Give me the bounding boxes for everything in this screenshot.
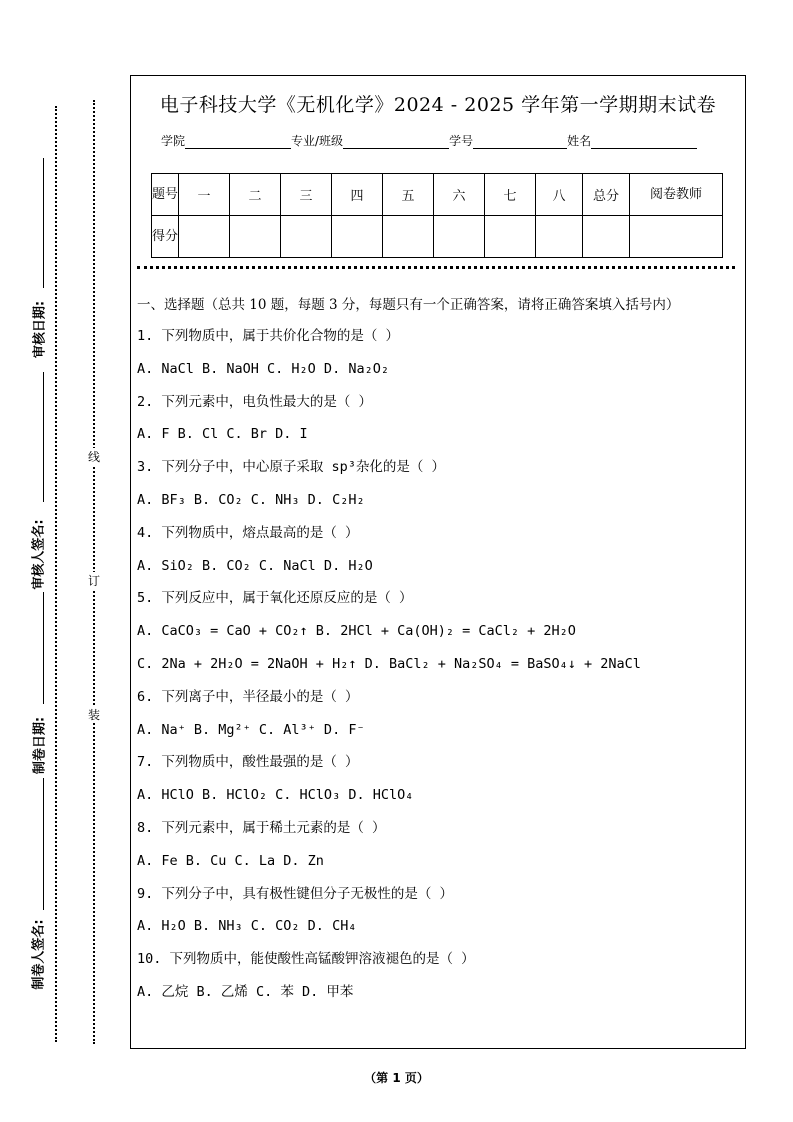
score-header-cell: 四 <box>332 174 383 216</box>
score-cell[interactable] <box>179 216 230 258</box>
exam-frame <box>130 75 746 1049</box>
major-field[interactable] <box>343 135 449 149</box>
exam-title: 电子科技大学《无机化学》2024 - 2025 学年第一学期期末试卷 <box>159 94 717 116</box>
maker-sign-line <box>43 778 44 910</box>
make-date-line <box>43 592 44 704</box>
reviewer-sign-line <box>43 372 44 502</box>
score-cell[interactable] <box>434 216 485 258</box>
score-cell[interactable] <box>332 216 383 258</box>
section-heading: 一、选择题（总共 10 题，每题 3 分，每题只有一个正确答案，请将正确答案填入括号内） <box>137 297 680 313</box>
question-text: 7. 下列物质中，酸性最强的是（ ） <box>137 754 359 771</box>
make-date-label: 制卷日期: <box>32 716 48 775</box>
question-options: A. SiO₂ B. CO₂ C. NaCl D. H₂O <box>137 557 373 574</box>
question-text: 6. 下列离子中，半径最小的是（ ） <box>137 688 359 705</box>
score-header-cell: 八 <box>536 174 583 216</box>
score-cell[interactable] <box>630 216 723 258</box>
question-text: 3. 下列分子中，中心原子采取 sp³杂化的是（ ） <box>137 459 446 476</box>
score-header-cell: 二 <box>230 174 281 216</box>
student-id-field[interactable] <box>473 135 567 149</box>
question-options: C. 2Na + 2H₂O = 2NaOH + H₂↑ D. BaCl₂ + Na₂SO₄ = BaSO₄↓ + 2NaCl <box>137 655 641 672</box>
question-options: A. 乙烷 B. 乙烯 C. 苯 D. 甲苯 <box>137 983 354 1000</box>
score-cell[interactable] <box>383 216 434 258</box>
name-label: 姓名 <box>567 134 592 148</box>
score-cell[interactable] <box>485 216 536 258</box>
question-options: A. CaCO₃ = CaO + CO₂↑ B. 2HCl + Ca(OH)₂ = CaCl₂ + 2H₂O <box>137 623 576 640</box>
bind-char-bind: 装 <box>85 706 103 723</box>
questions-area <box>137 294 737 1015</box>
question-options: A. BF₃ B. CO₂ C. NH₃ D. C₂H₂ <box>137 491 365 508</box>
score-header-cell: 七 <box>485 174 536 216</box>
question-options: A. H₂O B. NH₃ C. CO₂ D. CH₄ <box>137 918 357 935</box>
bind-char-staple: 订 <box>85 572 103 589</box>
score-header-cell: 题号 <box>152 174 179 216</box>
score-cell[interactable] <box>583 216 630 258</box>
score-row-label: 得分 <box>152 216 179 258</box>
score-cell[interactable] <box>536 216 583 258</box>
review-date-line <box>43 158 44 288</box>
major-label: 专业/班级 <box>291 134 344 148</box>
score-header-cell: 一 <box>179 174 230 216</box>
score-header-cell: 总分 <box>583 174 630 216</box>
score-header-cell: 五 <box>383 174 434 216</box>
question-options: A. NaCl B. NaOH C. H₂O D. Na₂O₂ <box>137 360 389 377</box>
maker-sign-label: 制卷人签名: <box>31 919 47 990</box>
score-header-cell: 六 <box>434 174 485 216</box>
score-header-cell: 三 <box>281 174 332 216</box>
score-table <box>151 173 723 258</box>
question-text: 5. 下列反应中，属于氧化还原反应的是（ ） <box>137 590 413 607</box>
question-text: 8. 下列元素中，属于稀土元素的是（ ） <box>137 819 386 836</box>
score-cell[interactable] <box>230 216 281 258</box>
reviewer-sign-label: 审核人签名: <box>31 519 47 590</box>
question-text: 9. 下列分子中，具有极性键但分子无极性的是（ ） <box>137 885 454 902</box>
question-options: A. Fe B. Cu C. La D. Zn <box>137 852 324 869</box>
question-options: A. F B. Cl C. Br D. I <box>137 426 308 443</box>
student-info-row <box>161 132 697 149</box>
school-field[interactable] <box>185 135 291 149</box>
question-options: A. HClO B. HClO₂ C. HClO₃ D. HClO₄ <box>137 787 414 804</box>
review-date-label: 审核日期: <box>32 300 48 359</box>
score-header-cell: 阅卷教师 <box>630 174 723 216</box>
bind-char-line: 线 <box>85 448 103 465</box>
question-text: 2. 下列元素中，电负性最大的是（ ） <box>137 393 373 410</box>
question-text: 1. 下列物质中，属于共价化合物的是（ ） <box>137 328 400 344</box>
binding-dotted-line <box>55 106 57 1042</box>
dotted-separator <box>137 266 735 269</box>
page-number: （第 1 页） <box>364 1071 429 1085</box>
name-field[interactable] <box>591 135 697 149</box>
question-text: 4. 下列物质中，熔点最高的是（ ） <box>137 524 359 541</box>
student-id-label: 学号 <box>449 134 474 148</box>
score-cell[interactable] <box>281 216 332 258</box>
question-options: A. Na⁺ B. Mg²⁺ C. Al³⁺ D. F⁻ <box>137 721 365 738</box>
school-label: 学院 <box>161 134 186 148</box>
question-text: 10. 下列物质中，能使酸性高锰酸钾溶液褪色的是（ ） <box>137 951 475 968</box>
